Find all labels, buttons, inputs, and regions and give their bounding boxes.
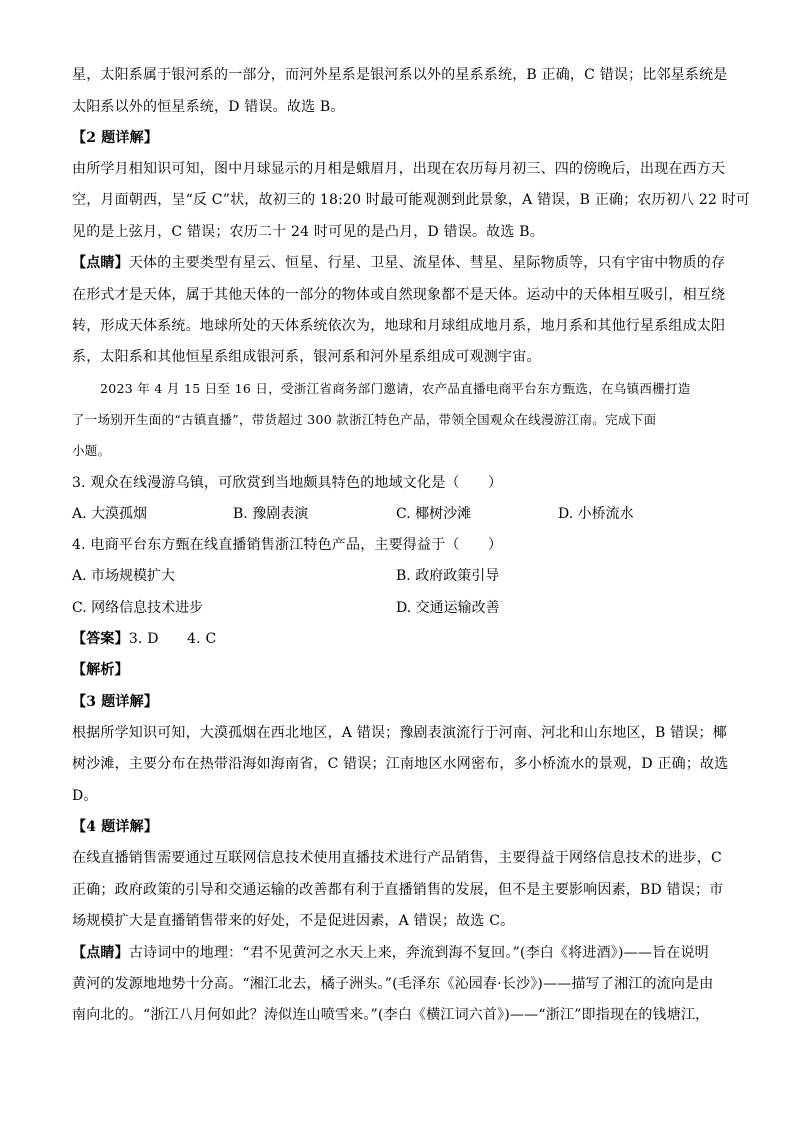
paragraph-line: 树沙滩，主要分布在热带沿海如海南省，C 错误；江南地区水网密布，多小桥流水的景观，D 正确；故选 — [72, 756, 729, 772]
paragraph-line: 由所学月相知识可知，图中月球显示的月相是蛾眉月，出现在农历每月初三、四的傍晚后，出现在西方天 — [72, 161, 726, 177]
section-heading-q4-detail: 【4 题详解】 — [72, 819, 159, 835]
section-heading-q3-detail: 【3 题详解】 — [72, 694, 159, 710]
tip-paragraph-first-line: 【点睛】天体的主要类型有星云、恒星、行星、卫星、流星体、彗星、星际物质等，只有宇宙中物质的存 — [72, 255, 726, 271]
q4-option-c: C. 网络信息技术进步 — [72, 600, 204, 616]
q3-option-a: A. 大漠孤烟 — [72, 506, 148, 522]
paragraph-line: 在线直播销售需要通过互联网信息技术使用直播技术进行产品销售，主要得益于网络信息技术的进步，C — [72, 850, 722, 866]
tip-heading: 【点睛】 — [72, 945, 129, 961]
section-heading-q2-detail: 【2 题详解】 — [72, 130, 159, 146]
paragraph-line: 南向北的。“浙江八月何如此？涛似连山喷雪来。”(李白《横江词六首》)——“浙江”即指现在的钱塘江， — [72, 1007, 710, 1023]
paragraph-line: 在形式才是天体，属于其他天体的一部分的物体或自然现象都不是天体。运动中的天体相互吸引，相互绕 — [72, 287, 726, 303]
paragraph-line: 系，太阳系和其他恒星系组成银河系，银河系和河外星系组成可观测宇宙。 — [72, 349, 541, 365]
paragraph-line: 黄河的发源地地势十分高。“湘江北去，橘子洲头。”(毛泽东《沁园春·长沙》)——描写了湘江的流向是由 — [72, 976, 714, 992]
q3-option-d: D. 小桥流水 — [558, 506, 634, 522]
answer-line — [72, 630, 722, 648]
question-4-stem: 4. 电商平台东方甄在线直播销售浙江特色产品，主要得益于（ ） — [72, 537, 503, 553]
answer-heading: 【答案】 — [72, 631, 129, 647]
paragraph-line: 空，月面朝西，呈“反 C”状，故初三的 18:20 时最可能观测到此景象，A 错误，B 正确；农历初八 22 时可 — [72, 192, 751, 208]
paragraph-line: 正确；政府政策的引导和交通运输的改善都有利于直播销售的发展，但不是主要影响因素，BD 错误；市 — [72, 882, 724, 898]
q4-option-a: A. 市场规模扩大 — [72, 568, 176, 584]
question-3-stem: 3. 观众在线漫游乌镇，可欣赏到当地颇具特色的地域文化是（ ） — [72, 475, 503, 491]
material-line: 小题。 — [72, 443, 111, 458]
q3-option-b: B. 豫剧表演 — [233, 506, 309, 522]
q3-option-c: C. 椰树沙滩 — [396, 506, 472, 522]
paragraph-line: 场规模扩大是直播销售带来的好处，不是促进因素，A 错误；故选 C。 — [72, 913, 515, 929]
answer-values: 3. D 4. C — [128, 631, 217, 647]
tip-heading: 【点睛】 — [72, 255, 129, 271]
paragraph-line: 转，形成天体系统。地球所处的天体系统依次为，地球和月球组成地月系，地月系和其他行星系组成太阳 — [72, 318, 726, 334]
q4-option-d: D. 交通运输改善 — [396, 600, 500, 616]
paragraph-line: 星，太阳系属于银河系的一部分，而河外星系是银河系以外的星系系统，B 正确，C 错误；比邻星系统是 — [72, 67, 728, 83]
paragraph-line: 见的是上弦月，C 错误；农历二十 24 时可见的是凸月，D 错误。故选 B。 — [72, 224, 544, 240]
q4-option-b: B. 政府政策引导 — [396, 568, 500, 584]
section-heading-analysis: 【解析】 — [72, 662, 129, 678]
paragraph-line: 太阳系以外的恒星系统，D 错误。故选 B。 — [72, 99, 345, 115]
material-line: 2023 年 4 月 15 日至 16 日，受浙江省商务部门邀请，农产品直播电商平台东方甄选，在乌镇西栅打造 — [100, 381, 691, 396]
paragraph-line: D。 — [72, 788, 98, 804]
material-line: 了一场别开生面的“古镇直播”，带货超过 300 款浙江特色产品，带领全国观众在线漫游江南。完成下面 — [72, 412, 657, 427]
paragraph-line: 根据所学知识可知，大漠孤烟在西北地区，A 错误；豫剧表演流行于河南、河北和山东地区，B 错误；椰 — [72, 725, 727, 741]
tip-paragraph-first-line: 【点睛】古诗词中的地理：“君不见黄河之水天上来，奔流到海不复回。”(李白《将进酒》)——旨在说明 — [72, 945, 709, 961]
